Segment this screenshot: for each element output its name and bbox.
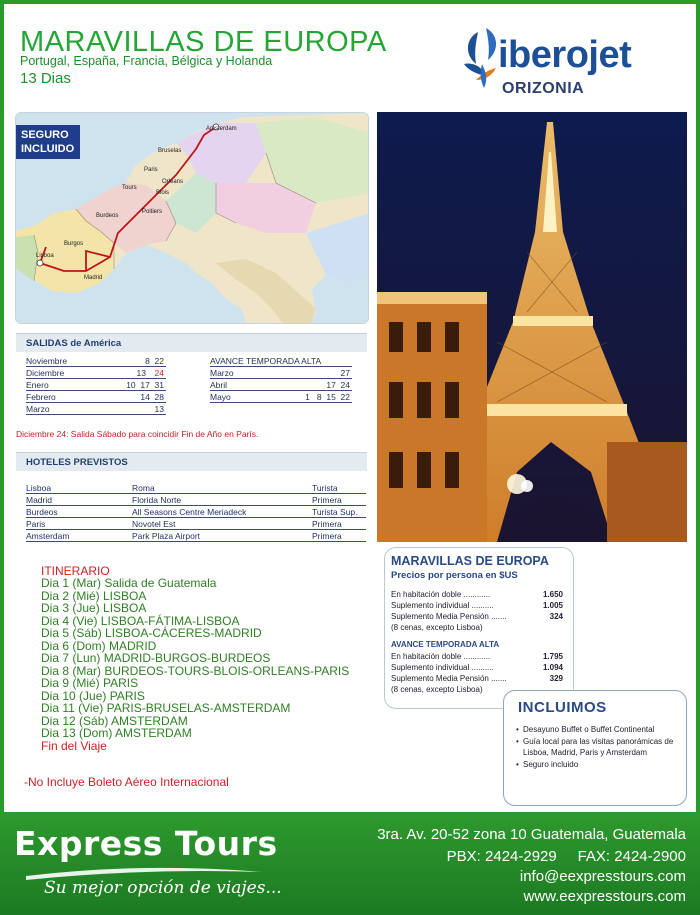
footer-brand: Express Tours	[14, 824, 278, 863]
map-city-label: Orleans	[162, 179, 184, 185]
avance-row: Mayo 1 8 15 22	[210, 392, 350, 402]
insurance-badge: SEGURO INCLUIDO	[16, 125, 80, 159]
avance-heading-row: AVANCE TEMPORADA ALTA	[210, 356, 352, 367]
price-alta-heading: AVANCE TEMPORADA ALTA	[391, 640, 500, 649]
itinerary-day: Dia 7 (Lun) MADRID-BURGOS-BURDEOS	[41, 651, 271, 665]
itinerary-day: Dia 4 (Vie) LISBOA-FÁTIMA-LISBOA	[41, 614, 240, 628]
price-box-title: MARAVILLAS DE EUROPA	[391, 554, 549, 568]
map-city-label: Amsterdam	[206, 126, 237, 132]
itinerary-day: Dia 12 (Sáb) AMSTERDAM	[41, 714, 188, 728]
footer-website[interactable]: www.eexpresstours.com	[523, 888, 686, 905]
itinerary-day: Dia 13 (Dom) AMSTERDAM	[41, 726, 192, 740]
price-box	[384, 547, 574, 709]
footer-slogan: Su mejor opción de viajes...	[44, 878, 282, 898]
map-city-label: Poitiers	[142, 209, 163, 215]
price-row: Suplemento Media Pensión ....... 329	[391, 674, 563, 683]
hoteles-heading: HOTELES PREVISTOS	[16, 452, 367, 471]
countries-subtitle: Portugal, España, Francia, Bélgica y Holanda	[20, 54, 273, 68]
itinerary-day: Dia 10 (Jue) PARIS	[41, 689, 145, 703]
hotel-row: Paris Novotel Est Primera	[26, 519, 366, 530]
map-city-label: Tours	[122, 185, 137, 191]
avance-row: Marzo 27	[210, 368, 350, 378]
footer-email[interactable]: info@eexpresstours.com	[519, 868, 686, 885]
hotel-row: Lisboa Roma Turista	[26, 483, 366, 494]
hotel-row: Amsterdam Park Plaza Airport Primera	[26, 531, 366, 542]
brand-name: iberojet	[498, 34, 632, 76]
incluimos-title: INCLUIMOS	[518, 699, 607, 716]
itinerary-day: Dia 11 (Vie) PARIS-BRUSELAS-AMSTERDAM	[41, 701, 291, 715]
map-city-label: Madrid	[84, 275, 103, 281]
map-city-label: Burdeos	[96, 213, 119, 219]
map-city-label: Paris	[144, 167, 158, 173]
map-city-label: Blois	[156, 190, 170, 196]
price-note: (8 cenas, excepto Lisboa)	[391, 623, 483, 632]
itinerary-end: Fin del Viaje	[41, 739, 107, 753]
incluimos-box	[503, 690, 687, 806]
footer-address: 3ra. Av. 20-52 zona 10 Guatemala, Guatemala	[377, 826, 686, 843]
itinerary-day: Dia 5 (Sáb) LISBOA-CÁCERES-MADRID	[41, 626, 262, 640]
itinerary-day: Dia 6 (Dom) MADRID	[41, 639, 157, 653]
incluimos-list	[516, 724, 682, 771]
itinerary-day: Dia 8 (Mar) BURDEOS-TOURS-BLOIS-ORLEANS-PARIS	[41, 664, 350, 678]
price-row: En habitación doble ............ 1.650	[391, 590, 563, 599]
itinerary-day: Dia 9 (Mié) PARIS	[41, 676, 139, 690]
hotel-row: Burdeos All Seasons Centre Meriadeck Turista Sup.	[26, 507, 366, 518]
list-item: • Guía local para las visitas panorámicas de Lisboa, Madrid, Paris y Amsterdam	[516, 736, 682, 758]
map-city-label: Lisboa	[36, 253, 54, 259]
price-row: Suplemento Media Pensión ....... 324	[391, 612, 563, 621]
salidas-row: Noviembre 8 22	[26, 356, 164, 366]
highlighted-date: 24	[154, 368, 164, 378]
avance-row: Abril 17 24	[210, 380, 350, 390]
itinerary-heading: ITINERARIO	[41, 564, 110, 578]
salidas-row: Enero 10 17 31	[26, 380, 164, 390]
list-item: • Desayuno Buffet o Buffet Continental	[516, 724, 682, 735]
footer-phones: PBX: 2424-2929 FAX: 2424-2900	[446, 848, 686, 865]
footer	[0, 812, 700, 915]
itinerary-day: Dia 3 (Jue) LISBOA	[41, 601, 147, 615]
list-item: • Seguro incluido	[516, 759, 682, 770]
map-city-label: Bruselas	[158, 148, 182, 154]
exclusion-note: -No Incluye Boleto Aéreo Internacional	[24, 775, 229, 789]
itinerary-day: Dia 1 (Mar) Salida de Guatemala	[41, 576, 217, 590]
brand-subtitle: ORIZONIA	[502, 80, 585, 97]
price-row: Suplemento individual .......... 1.005	[391, 601, 563, 610]
price-row: Suplemento individual .......... 1.094	[391, 663, 563, 672]
eiffel-tower-photo	[377, 112, 687, 542]
route-map	[15, 112, 369, 324]
salidas-row: Diciembre 13 24	[26, 368, 164, 378]
iberojet-logo	[458, 20, 668, 100]
duration-label: 13 Dias	[20, 70, 71, 87]
salidas-row: Febrero 14 28	[26, 392, 164, 402]
price-row: En habitación doble ............ 1.795	[391, 652, 563, 661]
price-note: (8 cenas, excepto Lisboa)	[391, 685, 483, 694]
price-box-subtitle: Precios por persona en $US	[391, 570, 518, 581]
page-title: MARAVILLAS DE EUROPA	[20, 26, 387, 58]
map-city-label: Burgos	[64, 241, 84, 247]
itinerary-day: Dia 2 (Mié) LISBOA	[41, 589, 147, 603]
salidas-heading: SALIDAS de América	[16, 333, 367, 352]
salidas-row: Marzo 13	[26, 404, 164, 414]
salidas-note: Diciembre 24: Salida Sábado para coincidir Fin de Año en París.	[16, 429, 259, 439]
hotel-row: Madrid Florida Norte Primera	[26, 495, 366, 506]
